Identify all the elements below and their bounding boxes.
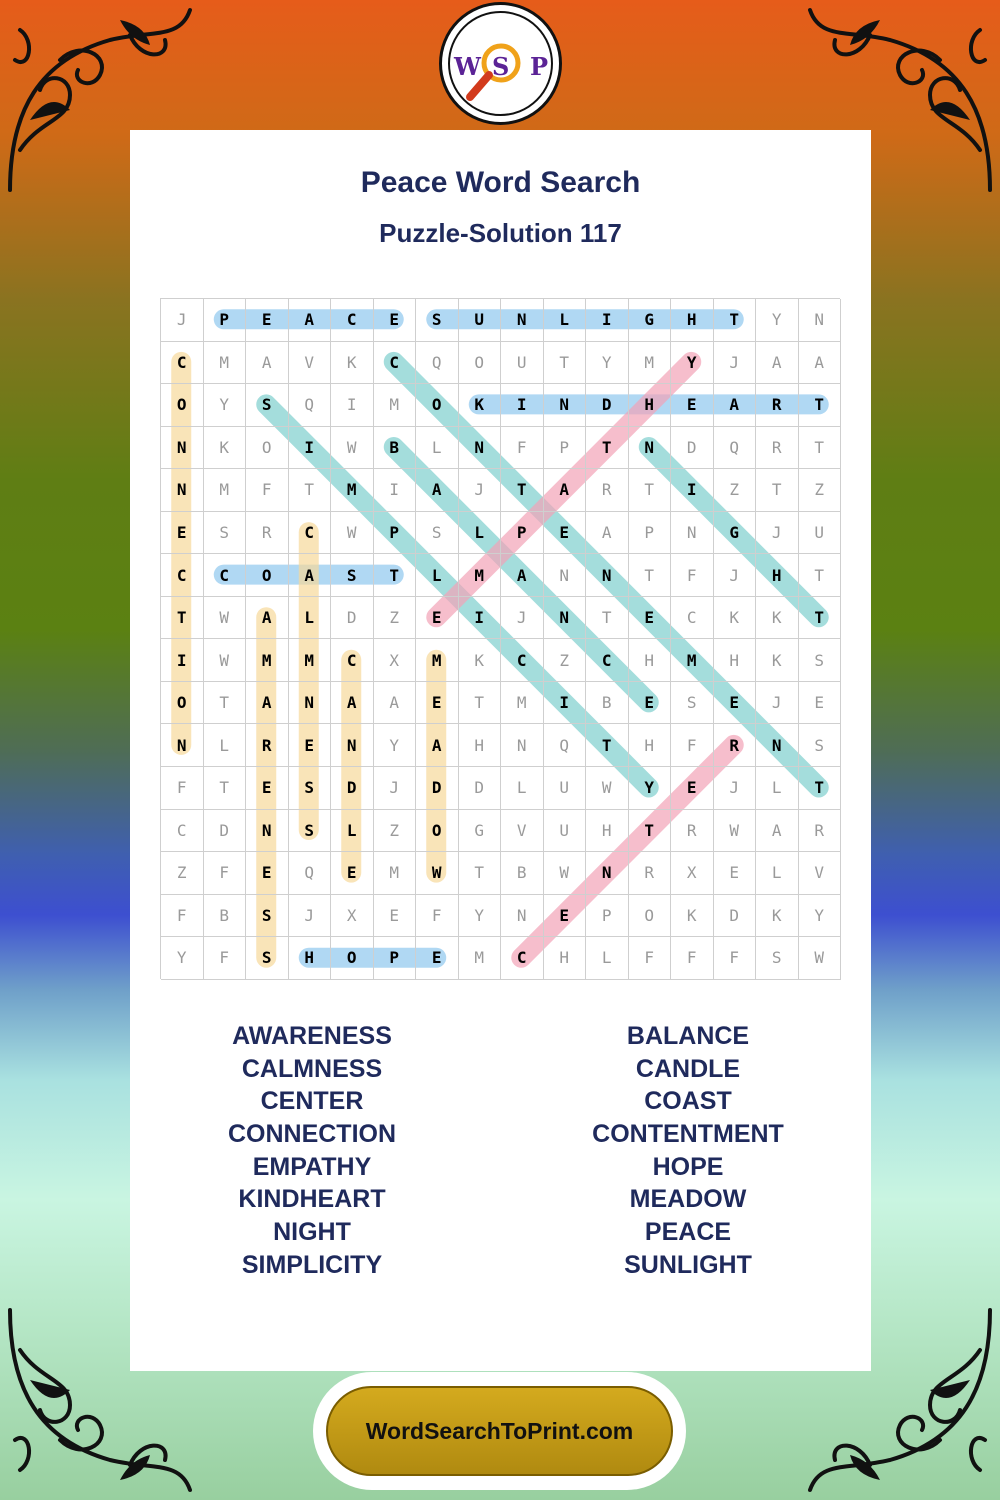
grid-cell[interactable]: Z [714,469,757,512]
grid-cell[interactable]: H [671,299,714,342]
grid-cell[interactable]: T [501,469,544,512]
grid-cell[interactable]: E [331,852,374,895]
grid-cell[interactable]: T [799,384,842,427]
grid-cell[interactable]: F [671,554,714,597]
word-item: CENTER [260,1087,364,1116]
grid-cell[interactable]: Q [289,384,332,427]
grid-cell[interactable]: L [416,554,459,597]
grid-cell[interactable]: R [756,384,799,427]
grid-cell[interactable]: A [756,810,799,853]
grid-cell[interactable]: I [544,682,587,725]
grid-cell[interactable]: D [416,767,459,810]
grid-cell[interactable]: T [799,554,842,597]
grid-cell[interactable]: A [374,682,417,725]
grid-cell[interactable]: O [629,895,672,938]
grid-cell[interactable]: E [289,724,332,767]
grid-cell[interactable]: C [161,554,204,597]
grid-cell[interactable]: R [586,469,629,512]
grid-cell[interactable]: R [246,512,289,555]
grid-cell[interactable]: V [799,852,842,895]
grid-cell[interactable]: F [161,895,204,938]
grid-cell[interactable]: D [671,427,714,470]
grid-cell[interactable]: R [714,724,757,767]
grid-cell[interactable]: M [629,342,672,385]
grid-cell[interactable]: W [331,512,374,555]
grid-cell[interactable]: N [799,299,842,342]
grid-cell[interactable]: M [204,342,247,385]
grid-cell[interactable]: W [799,937,842,980]
grid-cell[interactable]: F [161,767,204,810]
grid-cell[interactable]: M [374,852,417,895]
grid-cell[interactable]: H [629,724,672,767]
grid-cell[interactable]: A [416,724,459,767]
grid-cell[interactable]: N [161,469,204,512]
grid-cell[interactable]: N [756,724,799,767]
grid-cell[interactable]: E [246,767,289,810]
word-item: HOPE [652,1152,724,1181]
grid-cell[interactable]: E [416,597,459,640]
grid-cell[interactable]: J [459,469,502,512]
grid-cell[interactable]: P [586,895,629,938]
grid-cell[interactable]: R [671,810,714,853]
grid-cell[interactable]: Y [161,937,204,980]
grid-cell[interactable]: N [501,299,544,342]
grid-cell[interactable]: K [671,895,714,938]
grid-cell[interactable]: R [799,810,842,853]
grid-cell[interactable]: S [246,937,289,980]
grid-cell[interactable]: T [799,427,842,470]
grid-cell[interactable]: C [586,639,629,682]
word-item: COAST [644,1087,732,1116]
grid-cell[interactable]: E [799,682,842,725]
grid-cell[interactable]: Q [714,427,757,470]
word-item: SIMPLICITY [241,1250,383,1279]
grid-cell[interactable]: N [501,724,544,767]
grid-cell[interactable]: T [586,724,629,767]
grid-cell[interactable]: D [204,810,247,853]
grid-cell[interactable]: W [331,427,374,470]
word-item: PEACE [644,1218,732,1247]
grid-cell[interactable]: R [246,724,289,767]
grid-cell[interactable]: L [756,767,799,810]
grid-cell[interactable]: L [416,427,459,470]
grid-cell[interactable]: M [459,937,502,980]
grid-cell[interactable]: M [501,682,544,725]
grid-cell[interactable]: R [629,852,672,895]
grid-cell[interactable]: C [204,554,247,597]
grid-cell[interactable]: Z [161,852,204,895]
grid-cell[interactable]: K [331,342,374,385]
grid-cell[interactable]: T [374,554,417,597]
grid-cell[interactable]: W [204,639,247,682]
grid-cell[interactable]: J [714,767,757,810]
grid-cell[interactable]: C [161,810,204,853]
grid-cell[interactable]: J [501,597,544,640]
page-title: Peace Word Search [360,166,641,199]
grid-cell[interactable]: S [799,724,842,767]
grid-cell[interactable]: N [671,512,714,555]
grid-cell[interactable]: U [544,810,587,853]
grid-cell[interactable]: E [374,299,417,342]
grid-cell[interactable]: D [714,895,757,938]
grid-cell[interactable]: M [246,639,289,682]
grid-cell[interactable]: F [671,937,714,980]
grid-cell[interactable]: I [671,469,714,512]
grid-cell[interactable]: L [586,937,629,980]
grid-cell[interactable]: E [671,767,714,810]
grid-cell[interactable]: C [501,937,544,980]
word-search-grid [160,298,840,979]
word-item: NIGHT [273,1218,351,1247]
grid-cell[interactable]: A [799,342,842,385]
word-list-left [132,1020,492,1282]
grid-cell[interactable]: I [289,427,332,470]
word-list-right [508,1020,868,1282]
site-link-button[interactable]: WordSearchToPrint.com [326,1386,673,1476]
grid-cell[interactable]: K [756,895,799,938]
grid-cell[interactable]: F [246,469,289,512]
grid-cell[interactable]: S [671,682,714,725]
grid-cell[interactable]: M [671,639,714,682]
grid-cell[interactable]: E [544,512,587,555]
grid-cell[interactable]: S [799,639,842,682]
logo-letter-w: W [454,52,481,81]
word-item: CONNECTION [227,1120,397,1149]
grid-cell[interactable]: E [246,852,289,895]
grid-cell[interactable]: B [204,895,247,938]
grid-cell[interactable]: M [289,639,332,682]
grid-cell[interactable]: X [331,895,374,938]
grid-cell[interactable]: U [799,512,842,555]
grid-cell[interactable]: L [544,299,587,342]
grid-cell[interactable]: Q [416,342,459,385]
grid-cell[interactable]: E [629,682,672,725]
grid-cell[interactable]: D [586,384,629,427]
grid-cell[interactable]: A [246,682,289,725]
grid-cell[interactable]: N [246,810,289,853]
grid-cell[interactable]: L [204,724,247,767]
grid-cell[interactable]: F [671,724,714,767]
grid-cell[interactable]: G [459,810,502,853]
letter-grid [160,298,840,979]
grid-cell[interactable]: A [714,384,757,427]
grid-cell[interactable]: W [586,767,629,810]
grid-cell[interactable]: C [331,639,374,682]
grid-cell[interactable]: X [374,639,417,682]
grid-cell[interactable]: H [629,639,672,682]
grid-cell[interactable]: J [756,682,799,725]
grid-cell[interactable]: H [714,639,757,682]
grid-cell[interactable]: N [544,597,587,640]
word-item: EMPATHY [252,1152,372,1181]
grid-cell[interactable]: T [629,469,672,512]
grid-cell[interactable]: N [459,427,502,470]
grid-cell[interactable]: J [714,554,757,597]
grid-cell[interactable]: C [501,639,544,682]
grid-cell[interactable]: L [501,767,544,810]
grid-cell[interactable]: T [629,810,672,853]
grid-cell[interactable]: O [459,342,502,385]
grid-cell[interactable]: L [331,810,374,853]
grid-cell[interactable]: N [629,427,672,470]
grid-cell[interactable]: Y [671,342,714,385]
grid-cell[interactable]: A [331,682,374,725]
grid-cell[interactable]: K [204,427,247,470]
grid-cell[interactable]: O [416,810,459,853]
grid-cell[interactable]: N [331,724,374,767]
grid-cell[interactable]: T [714,299,757,342]
grid-cell[interactable]: E [629,597,672,640]
word-item: AWARENESS [232,1022,392,1050]
grid-cell[interactable]: M [331,469,374,512]
grid-cell[interactable]: U [459,299,502,342]
grid-cell[interactable]: J [161,299,204,342]
word-item: SUNLIGHT [624,1250,752,1279]
grid-cell[interactable]: X [671,852,714,895]
grid-cell[interactable]: P [629,512,672,555]
grid-cell[interactable]: S [416,299,459,342]
grid-cell[interactable]: Q [544,724,587,767]
grid-cell[interactable]: A [246,342,289,385]
grid-cell[interactable]: A [544,469,587,512]
grid-cell[interactable]: Y [586,342,629,385]
grid-cell[interactable]: I [161,639,204,682]
grid-cell[interactable]: Y [799,895,842,938]
grid-cell[interactable]: S [416,512,459,555]
grid-cell[interactable]: P [204,299,247,342]
grid-cell[interactable]: L [289,597,332,640]
grid-cell[interactable]: F [204,937,247,980]
page-subtitle: Puzzle-Solution 117 [379,218,622,248]
grid-cell[interactable]: F [714,937,757,980]
grid-cell[interactable]: G [714,512,757,555]
grid-cell[interactable]: A [416,469,459,512]
grid-cell[interactable]: A [246,597,289,640]
grid-cell[interactable]: B [374,427,417,470]
grid-cell[interactable]: I [331,384,374,427]
grid-cell[interactable]: Z [374,810,417,853]
grid-cell[interactable]: R [756,427,799,470]
grid-cell[interactable]: T [204,767,247,810]
grid-cell[interactable]: S [289,810,332,853]
grid-cell[interactable]: H [586,810,629,853]
grid-cell[interactable]: V [289,342,332,385]
grid-cell[interactable]: E [671,384,714,427]
grid-cell[interactable]: E [416,682,459,725]
grid-cell[interactable]: E [246,299,289,342]
grid-cell[interactable]: H [756,554,799,597]
grid-cell[interactable]: D [459,767,502,810]
word-item: CONTENTMENT [592,1120,784,1149]
grid-cell[interactable]: Y [459,895,502,938]
grid-cell[interactable]: A [756,342,799,385]
grid-cell[interactable]: T [799,767,842,810]
grid-cell[interactable]: E [161,512,204,555]
grid-cell[interactable]: T [544,342,587,385]
grid-cell[interactable]: B [586,682,629,725]
grid-cell[interactable]: Y [756,299,799,342]
grid-cell[interactable]: W [204,597,247,640]
grid-cell[interactable]: F [501,427,544,470]
grid-cell[interactable]: I [586,299,629,342]
grid-cell[interactable]: H [459,724,502,767]
grid-cell[interactable]: H [544,937,587,980]
word-item: MEADOW [629,1185,747,1214]
grid-cell[interactable]: T [756,469,799,512]
grid-cell[interactable]: A [586,512,629,555]
grid-cell[interactable]: J [714,342,757,385]
grid-cell[interactable]: K [459,384,502,427]
grid-cell[interactable]: S [246,384,289,427]
grid-cell[interactable]: U [544,767,587,810]
grid-cell[interactable]: C [374,342,417,385]
grid-cell[interactable]: T [586,427,629,470]
grid-cell[interactable]: C [331,299,374,342]
grid-cell[interactable]: N [586,554,629,597]
grid-cell[interactable]: M [204,469,247,512]
grid-cell[interactable]: T [161,597,204,640]
grid-cell[interactable]: D [331,767,374,810]
grid-cell[interactable]: C [671,597,714,640]
grid-cell[interactable]: K [756,639,799,682]
grid-cell[interactable]: Z [374,597,417,640]
grid-cell[interactable]: J [756,512,799,555]
grid-cell[interactable]: K [714,597,757,640]
grid-cell[interactable]: P [501,512,544,555]
grid-cell[interactable]: E [714,682,757,725]
grid-cell[interactable]: K [459,639,502,682]
grid-cell[interactable]: D [331,597,374,640]
grid-cell[interactable]: A [289,554,332,597]
grid-cell[interactable]: U [501,342,544,385]
word-item: BALANCE [626,1022,750,1050]
grid-cell[interactable]: E [544,895,587,938]
grid-cell[interactable]: O [161,384,204,427]
grid-cell[interactable]: C [161,342,204,385]
grid-cell[interactable]: S [756,937,799,980]
grid-cell[interactable]: N [161,724,204,767]
grid-cell[interactable]: T [459,682,502,725]
grid-cell[interactable]: B [501,852,544,895]
grid-cell[interactable]: E [374,895,417,938]
grid-cell[interactable]: V [501,810,544,853]
grid-cell[interactable]: A [289,299,332,342]
grid-cell[interactable]: N [544,384,587,427]
grid-cell[interactable]: S [331,554,374,597]
grid-cell[interactable]: I [459,597,502,640]
grid-cell[interactable]: T [289,469,332,512]
grid-cell[interactable]: Z [799,469,842,512]
grid-cell[interactable]: S [204,512,247,555]
grid-cell[interactable]: Y [374,724,417,767]
grid-cell[interactable]: J [374,767,417,810]
grid-cell[interactable]: T [629,554,672,597]
grid-cell[interactable]: H [289,937,332,980]
grid-cell[interactable]: J [289,895,332,938]
grid-cell[interactable]: Y [204,384,247,427]
grid-cell[interactable]: S [246,895,289,938]
word-item: CANDLE [635,1054,741,1083]
grid-cell[interactable]: S [289,767,332,810]
grid-cell[interactable]: G [629,299,672,342]
word-item: KINDHEART [238,1185,386,1214]
grid-cell[interactable]: N [289,682,332,725]
grid-cell[interactable]: O [416,384,459,427]
grid-cell[interactable]: P [544,427,587,470]
grid-cell[interactable]: E [416,937,459,980]
grid-cell[interactable]: A [501,554,544,597]
grid-cell[interactable]: M [416,639,459,682]
grid-cell[interactable]: T [799,597,842,640]
grid-cell[interactable]: F [416,895,459,938]
grid-cell[interactable]: O [331,937,374,980]
grid-cell[interactable]: F [629,937,672,980]
grid-cell[interactable]: O [246,554,289,597]
grid-cell[interactable]: W [714,810,757,853]
grid-cell[interactable]: I [501,384,544,427]
grid-cell[interactable]: Q [289,852,332,895]
grid-cell[interactable]: W [544,852,587,895]
grid-cell[interactable]: O [161,682,204,725]
word-item: CALMNESS [241,1054,383,1083]
grid-cell[interactable]: C [289,512,332,555]
grid-cell[interactable]: E [714,852,757,895]
logo-letter-s: S [492,52,510,81]
grid-cell[interactable]: H [629,384,672,427]
grid-cell[interactable]: M [374,384,417,427]
grid-cell[interactable]: W [416,852,459,895]
grid-cell[interactable]: T [586,597,629,640]
grid-cell[interactable]: N [501,895,544,938]
grid-cell[interactable]: Z [544,639,587,682]
grid-cell[interactable]: L [459,512,502,555]
site-logo[interactable] [439,2,562,125]
grid-cell[interactable]: N [161,427,204,470]
grid-cell[interactable]: M [459,554,502,597]
grid-cell[interactable]: P [374,937,417,980]
grid-cell[interactable]: O [246,427,289,470]
grid-cell[interactable]: T [459,852,502,895]
grid-cell[interactable]: N [544,554,587,597]
logo-letter-p: P [530,52,549,81]
grid-cell[interactable]: F [204,852,247,895]
grid-cell[interactable]: I [374,469,417,512]
grid-cell[interactable]: K [756,597,799,640]
grid-cell[interactable]: Y [629,767,672,810]
grid-cell[interactable]: T [204,682,247,725]
grid-cell[interactable]: P [374,512,417,555]
grid-cell[interactable]: L [756,852,799,895]
grid-cell[interactable]: N [586,852,629,895]
